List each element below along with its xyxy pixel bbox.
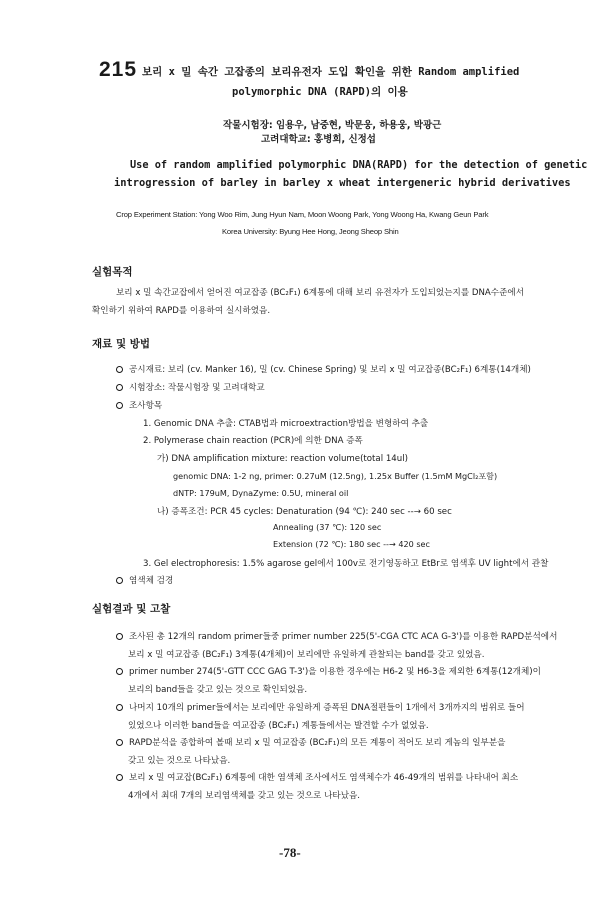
results-item-4-line1: RAPD분석을 종합하여 볼때 보리 x 밀 여교잡종 (BC₂F₁)의 모든 계통이 적어도 보리 게놈의 일부분을 [129, 738, 506, 748]
methods-item-materials [116, 363, 531, 375]
methods-mixture-line2: dNTP: 179uM, DynaZyme: 0.5U, mineral oil [173, 488, 349, 498]
methods-item-chromosome [116, 574, 173, 586]
bullet-icon [116, 668, 123, 675]
results-item-5 [116, 771, 518, 783]
bullet-icon [116, 402, 123, 409]
methods-item-survey-text: 조사항목 [129, 401, 163, 411]
results-item-2 [116, 665, 541, 677]
bullet-icon [116, 774, 123, 781]
methods-annealing: Annealing (37 ℃): 120 sec [273, 522, 382, 532]
methods-item-location-text: 시험장소: 작물시험장 및 고려대학교 [129, 383, 265, 393]
results-item-3-line1: 나머지 10개의 primer들에서는 보리에만 유일하게 증폭된 DNA절편들이 1개에서 3개까지의 범위로 들어 [129, 703, 525, 713]
bullet-icon [116, 739, 123, 746]
results-item-5-line2: 4개에서 최대 7개의 보리염색체를 갖고 있는 것으로 나타났음. [128, 791, 361, 801]
authors-korean-line2: 고려대학교: 홍병희, 신정섭 [261, 134, 376, 145]
affiliation-english-line1: Crop Experiment Station: Yong Woo Rim, Jung Hyun Nam, Moon Woong Park, Yong Woong Ha, Kwang Geun Park [116, 210, 489, 219]
methods-extension: Extension (72 ℃): 180 sec --→ 420 sec [273, 539, 430, 549]
results-item-2-line1: primer number 274(5'-GTT CCC GAG T-3')을 이용한 경우에는 H6-2 및 H6-3을 제외한 6계통(12개체)이 [129, 667, 541, 677]
page-number: -78- [279, 845, 301, 860]
bullet-icon [116, 633, 123, 640]
results-item-5-line1: 보리 x 밀 여교잡(BC₂F₁) 6계통에 대한 염색체 조사에서도 염색체수가 46-49개의 범위를 나타내어 최소 [129, 773, 519, 783]
methods-sub-electrophoresis: 3. Gel electrophoresis: 1.5% agarose gel에서 100v로 전기영동하고 EtBr로 염색후 UV light에서 관찰 [143, 559, 549, 569]
bullet-icon [116, 384, 123, 391]
results-item-2-line2: 보리의 band들을 갖고 있는 것으로 확인되었음. [128, 685, 308, 695]
purpose-text-line2: 확인하기 위하여 RAPD를 이용하여 실시하였음. [92, 306, 271, 316]
bullet-icon [116, 704, 123, 711]
methods-mixture-line1: genomic DNA: 1-2 ng, primer: 0.27uM (12.5ng), 1.25x Buffer (1.5mM MgCl₂포함) [173, 471, 498, 481]
title-english-line2: introgression of barley in barley x wheat intergeneric hybrid derivatives [114, 177, 571, 189]
results-item-4 [116, 736, 505, 748]
results-item-3-line2: 있었으나 이러한 band들을 여교잡종 (BC₂F₁) 계통들에서는 발견할 수가 없었음. [128, 721, 429, 731]
results-item-1-line2: 보리 x 밀 여교잡종 (BC₂F₁) 3계통(4개체)이 보리에만 유일하게 관찰되는 band를 갖고 있었음. [128, 650, 485, 660]
methods-sub-conditions: 나) 증폭조건: PCR 45 cycles: Denaturation (94 ℃): 240 sec --→ 60 sec [157, 507, 452, 517]
methods-sub-dna-extraction: 1. Genomic DNA 추출: CTAB법과 microextraction방법을 변형하여 추출 [143, 419, 429, 429]
methods-item-chromosome-text: 염색체 검경 [129, 576, 174, 586]
results-item-4-line2: 갖고 있는 것으로 나타났음. [128, 756, 231, 766]
results-item-3 [116, 701, 525, 713]
results-item-1 [116, 630, 557, 642]
bullet-icon [116, 577, 123, 584]
title-korean-line1: 보리 x 밀 속간 고잡종의 보리유전자 도입 확인을 위한 Random amplified [142, 66, 520, 78]
title-english-line1: Use of random amplified polymorphic DNA(RAPD) for the detection of genetic [130, 159, 588, 171]
purpose-text-line1: 보리 x 밀 속간교잡에서 얻어진 여교잡종 (BC₂F₁) 6계통에 대해 보리 유전자가 도입되었는지를 DNA수준에서 [116, 288, 525, 298]
methods-sub-mixture: 가) DNA amplification mixture: reaction volume(total 14ul) [157, 454, 408, 464]
bullet-icon [116, 366, 123, 373]
title-korean-line2: polymorphic DNA (RAPD)의 이용 [232, 86, 408, 98]
methods-sub-pcr: 2. Polymerase chain reaction (PCR)에 의한 DNA 증폭 [143, 436, 363, 446]
methods-item-survey [116, 399, 162, 411]
abstract-number: 215 [99, 58, 138, 81]
affiliation-english-line2: Korea University: Byung Hee Hong, Jeong Sheop Shin [222, 227, 399, 236]
results-item-1-line1: 조사된 총 12개의 random primer들중 primer number 225(5'-CGA CTC ACA G-3')를 이용한 RAPD분석에서 [129, 632, 558, 642]
methods-item-materials-text: 공시재료: 보리 (cv. Manker 16), 밀 (cv. Chinese Spring) 및 보리 x 밀 여교잡종(BC₂F₁) 6계통(14개체) [129, 365, 531, 375]
section-heading-purpose: 실험목적 [92, 266, 133, 278]
section-heading-methods: 재료 및 방법 [92, 338, 151, 350]
authors-korean-line1: 작물시험장: 임용우, 남중현, 박문웅, 하용웅, 박광근 [223, 120, 442, 131]
section-heading-results: 실험결과 및 고찰 [92, 603, 171, 615]
methods-item-location [116, 381, 265, 393]
